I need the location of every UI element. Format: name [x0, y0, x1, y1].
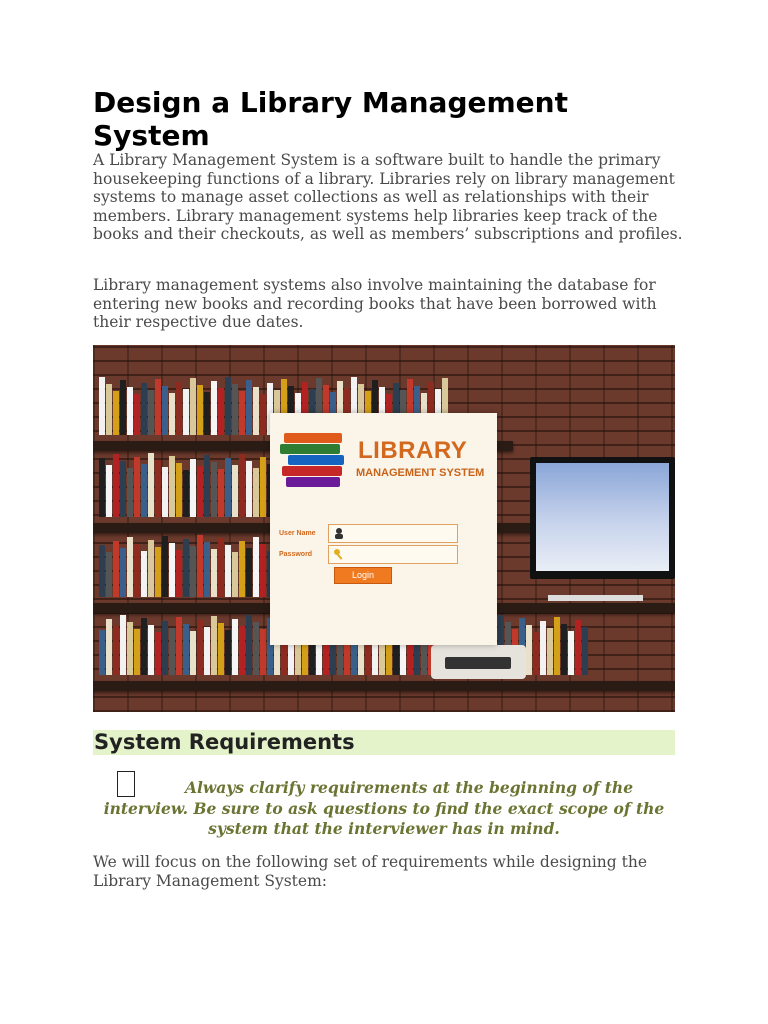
book-spine	[204, 455, 210, 517]
book-spine	[134, 457, 140, 517]
tv-stand	[548, 595, 643, 601]
book-spine	[127, 537, 133, 597]
book-spine	[239, 391, 245, 435]
book-spine	[246, 548, 252, 597]
book-spine	[211, 549, 217, 597]
book-spine	[575, 620, 581, 675]
book-spine	[134, 544, 140, 597]
book-spine	[204, 542, 210, 597]
section-heading: System Requirements	[94, 730, 355, 754]
intro-paragraph-2: Library management systems also involve maintaining the database for entering new books and recording books that have been borrowed with their respective due dates.	[93, 276, 657, 331]
book-spine	[197, 385, 203, 435]
book-spine	[211, 462, 217, 517]
book-stack-icon	[278, 429, 350, 491]
book-spine	[232, 465, 238, 517]
typewriter	[431, 645, 526, 679]
book-spine	[260, 544, 266, 597]
book-spine	[533, 632, 539, 675]
book-spine	[190, 378, 196, 435]
book-spine	[127, 622, 133, 675]
intro-paragraph-1: A Library Management System is a software built to handle the primary housekeeping functions of a library. Libraries rely on library management systems to manage asset collections as well as relationships with their members. Library management systems help libraries keep track of the books and their checkouts, as well as members’ subscriptions and profiles.	[93, 151, 683, 243]
book-spine	[260, 394, 266, 435]
book-spine	[526, 625, 532, 675]
book-spine	[155, 632, 161, 675]
page-title: Design a Library Management System	[93, 86, 568, 152]
book-spine	[232, 552, 238, 597]
book-spine	[162, 621, 168, 675]
book-spine	[169, 456, 175, 517]
book-spine	[113, 454, 119, 517]
book-spine	[260, 457, 266, 517]
book-spine	[120, 615, 126, 675]
book-spine	[120, 380, 126, 435]
book-spine	[162, 386, 168, 435]
username-label: User Name	[279, 530, 316, 537]
book-spine	[141, 618, 147, 675]
book-spine	[239, 626, 245, 675]
television	[530, 457, 675, 579]
book-spine	[120, 548, 126, 597]
tip-callout	[93, 778, 675, 840]
book-spine	[246, 615, 252, 675]
book-spine	[176, 382, 182, 435]
book-spine	[568, 631, 574, 675]
book-spine	[106, 619, 112, 675]
book-spine	[225, 630, 231, 675]
book-spine	[176, 617, 182, 675]
book-spine	[218, 388, 224, 435]
book-spine	[197, 535, 203, 597]
shelf-board	[93, 681, 675, 691]
tip-text: Always clarify requirements at the beginning of the interview. Be sure to ask questions to find the exact scope of the system that the interviewer has in mind.	[103, 778, 665, 838]
book-spine	[162, 536, 168, 597]
book-spine	[169, 393, 175, 435]
book-spine	[120, 461, 126, 517]
book-spine	[218, 538, 224, 597]
book-spine	[141, 551, 147, 597]
card-title: LIBRARY	[358, 437, 468, 464]
book-spine	[183, 470, 189, 517]
book-spine	[197, 620, 203, 675]
book-spine	[547, 628, 553, 675]
book-spine	[204, 627, 210, 675]
book-spine	[253, 387, 259, 435]
login-button-mockup: Login	[334, 567, 392, 584]
book-spine	[113, 541, 119, 597]
book-spine	[155, 460, 161, 517]
book-spine	[99, 630, 105, 675]
password-field	[328, 545, 458, 564]
book-spine	[169, 628, 175, 675]
book-spine	[246, 380, 252, 435]
library-system-illustration	[93, 345, 675, 712]
book-spine	[190, 631, 196, 675]
book-spine	[148, 390, 154, 435]
book-spine	[540, 621, 546, 675]
book-spine	[176, 550, 182, 597]
book-spine	[239, 541, 245, 597]
book-spine	[197, 466, 203, 517]
book-spine	[253, 622, 259, 675]
book-spine	[113, 391, 119, 435]
book-spine	[232, 384, 238, 435]
book-spine	[183, 389, 189, 435]
user-icon	[333, 527, 345, 539]
book-spine	[190, 546, 196, 597]
section-heading-band	[93, 730, 675, 755]
book-spine	[127, 387, 133, 435]
book-spine	[218, 469, 224, 517]
book-spine	[260, 629, 266, 675]
book-spine	[148, 540, 154, 597]
key-icon	[333, 548, 345, 560]
book-spine	[148, 625, 154, 675]
tv-screen	[536, 463, 669, 571]
card-subtitle: MANAGEMENT SYSTEM	[356, 467, 485, 479]
book-spine	[211, 381, 217, 435]
book-spine	[232, 619, 238, 675]
requirements-intro: We will focus on the following set of requirements while designing the Library Management System:	[93, 853, 647, 890]
book-spine	[211, 616, 217, 675]
book-spine	[99, 545, 105, 597]
book-spine	[225, 545, 231, 597]
password-label: Password	[279, 551, 313, 558]
book-spine	[218, 623, 224, 675]
book-spine	[253, 537, 259, 597]
book-spine	[99, 377, 105, 435]
book-spine	[141, 383, 147, 435]
book-spine	[225, 458, 231, 517]
book-spine	[239, 454, 245, 517]
book-spine	[162, 467, 168, 517]
book-spine	[127, 468, 133, 517]
login-card-mockup	[270, 413, 497, 645]
book-spine	[106, 552, 112, 597]
book-spine	[253, 468, 259, 517]
username-field	[328, 524, 458, 543]
book-spine	[155, 379, 161, 435]
book-spine	[554, 617, 560, 675]
book-spine	[582, 627, 588, 675]
book-spine	[561, 624, 567, 675]
book-spine	[106, 384, 112, 435]
book-spine	[169, 543, 175, 597]
book-spine	[225, 377, 231, 435]
book-spine	[190, 459, 196, 517]
book-spine	[204, 392, 210, 435]
book-spine	[183, 624, 189, 675]
book-spine	[113, 626, 119, 675]
book-spine	[176, 463, 182, 517]
book-spine	[134, 394, 140, 435]
book-spine	[134, 629, 140, 675]
book-spine	[183, 539, 189, 597]
book-spine	[155, 547, 161, 597]
book-spine	[99, 458, 105, 517]
book-spine	[148, 453, 154, 517]
book-spine	[141, 464, 147, 517]
book-spine	[246, 461, 252, 517]
book-spine	[106, 465, 112, 517]
